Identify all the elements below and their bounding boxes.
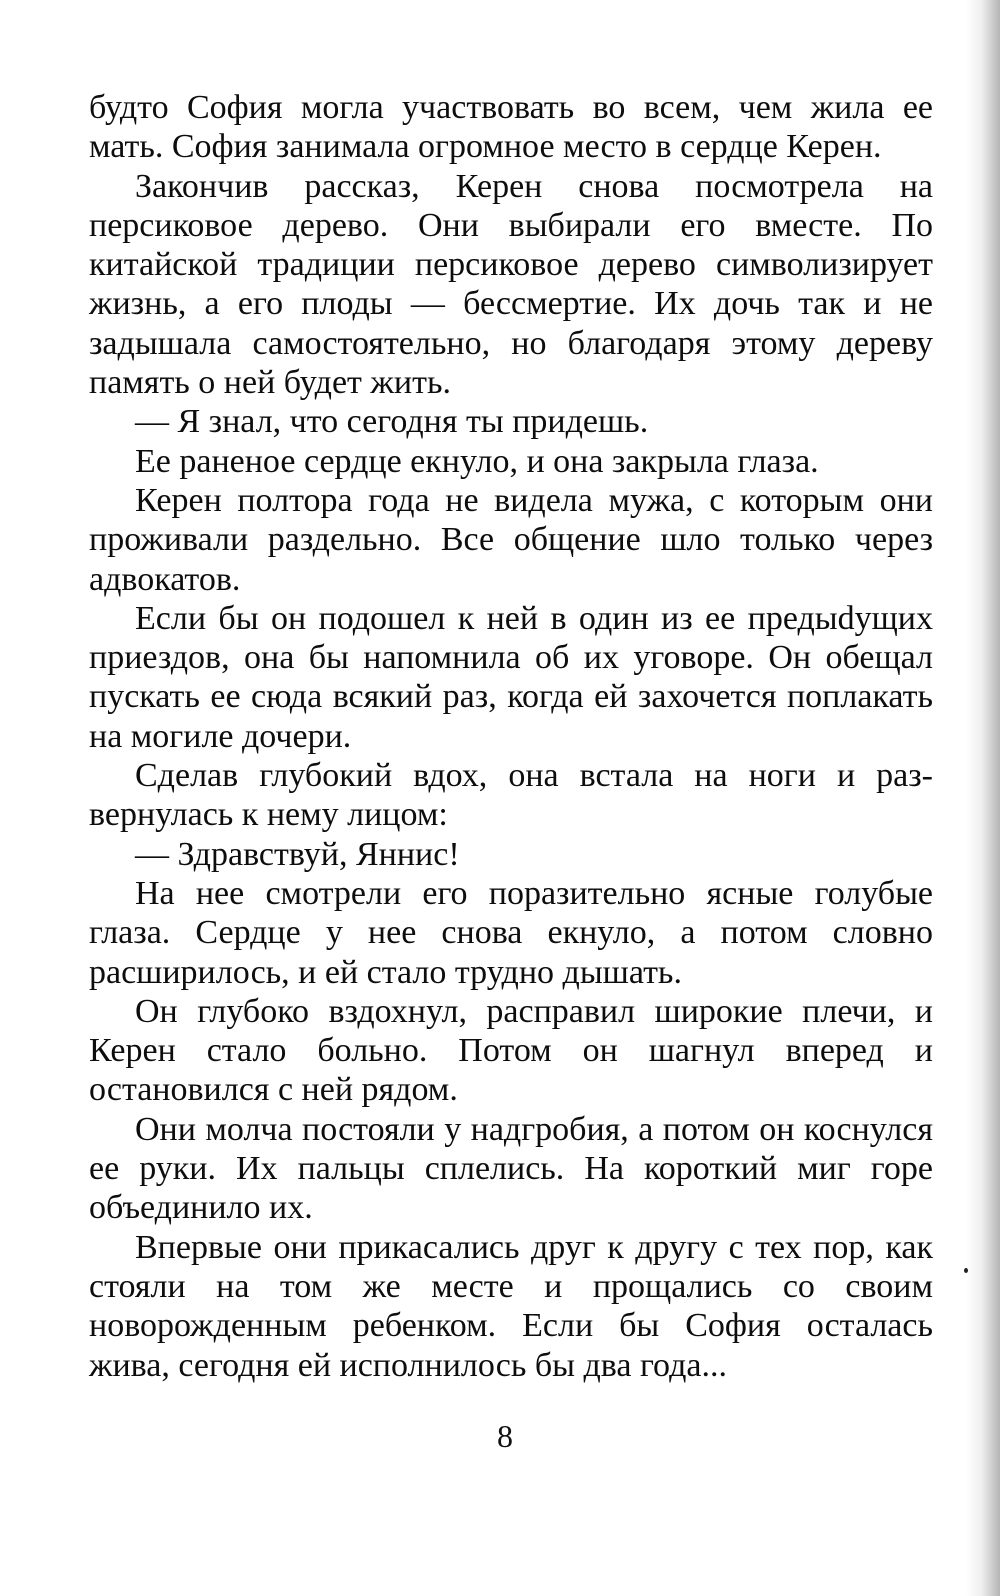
print-speck [964, 1268, 968, 1273]
paragraph-10: Он глубоко вздохнул, расправил широкие плечи, и Керен стало больно. Потом он шагнул вперед и остановился с ней рядом. [89, 992, 933, 1109]
paragraph-11: Они молча постояли у надгробия, а потом он коснулся ее руки. Их пальцы сплелись. На короткий миг горе объединило их. [89, 1110, 933, 1227]
paragraph-5: Керен полтора года не видела мужа, с которым они проживали раздельно. Все общение шло только через адвокатов. [89, 481, 933, 598]
paragraph-12: Впервые они прикасались друг к другу с тех пор, как стояли на том же месте и прощались со своим новорожденным ребенком. Если бы София осталась жива, сегодня ей исполнилось бы два года... [89, 1228, 933, 1384]
paragraph-3: — Я знал, что сегодня ты придешь. [135, 403, 649, 441]
paragraph-6: Если бы он подошел к ней в один из ее предыdущих приездов, она бы напомнила об их уговоре. Он обещал пускать ее сюда всякий раз, когда ей захочется поплакать на могиле дочери. [89, 599, 933, 755]
paragraph-9: На нее смотрели его поразительно ясные голубые глаза. Сердце у нее снова екнуло, а потом словно расширилось, и ей стало трудно дышать. [89, 874, 933, 991]
paragraph-4: Ее раненое сердце екнуло, и она закрыла глаза. [135, 442, 819, 480]
paragraph-8: — Здравствуй, Яннис! [135, 835, 460, 873]
body-text [89, 88, 933, 1385]
paragraph-2: Закончив рассказ, Керен снова посмотрела на персиковое дерево. Они выбирали его вместе. По китайской традиции персиковое дерево символизирует жизнь, а его плоды — бессмертие. Их дочь так и не задышала самостоятельно, но благодаря этому дереву память о ней будет жить. [89, 167, 933, 402]
page-edge-shadow [966, 0, 1000, 1596]
paragraph-7: Сделав глубокий вдох, она встала на ноги и развернулась к нему лицом: [89, 757, 933, 834]
page-number: 8 [497, 1418, 513, 1454]
paragraph-1: будто София могла участвовать во всем, чем жила ее мать. София занимала огромное место в сердце Керен. [89, 89, 933, 166]
